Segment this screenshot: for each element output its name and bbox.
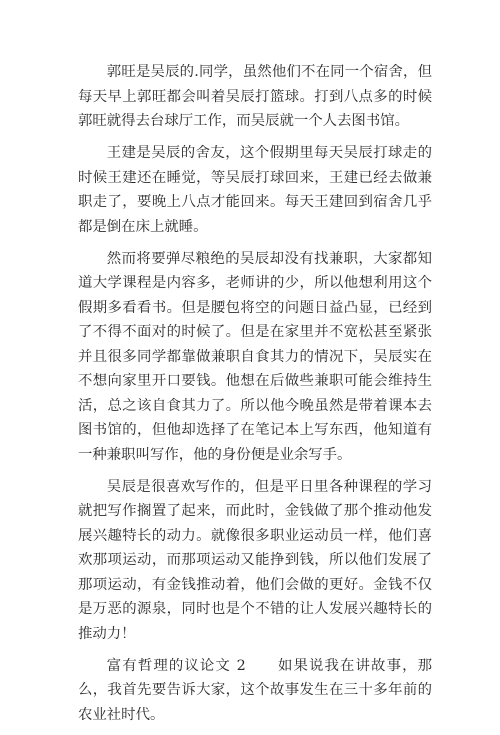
paragraph-1: 郭旺是吴辰的.同学，虽然他们不在同一个宿舍，但每天早上郭旺都会叫着吴辰打篮球。打到八点多的时候郭旺就得去台球厅工作，而吴辰就一个人去图书馆。 xyxy=(78,64,432,129)
document-body xyxy=(78,60,432,735)
paragraph-3: 然而将要弹尽粮绝的吴辰却没有找兼职，大家都知道大学课程是内容多，老师讲的少，所以他想利用这个假期多看看书。但是腰包将空的问题日益凸显，已经到了不得不面对的时候了。但是在家里并不宽松甚至紧张并且很多同学都靠做兼职自食其力的情况下，吴辰实在不想向家里开口要钱。他想在后做些兼职可能会维持生活，总之该自食其力了。所以他今晚虽然是带着课本去图书馆的，但他却选择了在笔记本上写东西，他知道有一种兼职叫写作，他的身份便是业余写手。 xyxy=(78,250,432,463)
paragraph-2: 王建是吴辰的舍友，这个假期里每天吴辰打球走的时候王建还在睡觉，等吴辰打球回来，王建已经去做兼职走了，要晚上八点才能回来。每天王建回到宿舍几乎都是倒在床上就睡。 xyxy=(78,145,432,235)
paragraph-4: 吴辰是很喜欢写作的，但是平日里各种课程的学习就把写作搁置了起来，而此时，金钱做了那个推动他发展兴趣特长的动力。就像很多职业运动员一样，他们喜欢那项运动，而那项运动又能挣到钱，所以他们发展了那项运动，有金钱推动着，他们会做的更好。金钱不仅是万恶的源泉，同时也是个不错的让人发展兴趣特长的推动力！ xyxy=(78,478,432,642)
paragraph-5: 富有哲理的议论文 2 如果说我在讲故事，那么，我首先要告诉大家，这个故事发生在三十多年前的农业社时代。 xyxy=(78,657,432,723)
